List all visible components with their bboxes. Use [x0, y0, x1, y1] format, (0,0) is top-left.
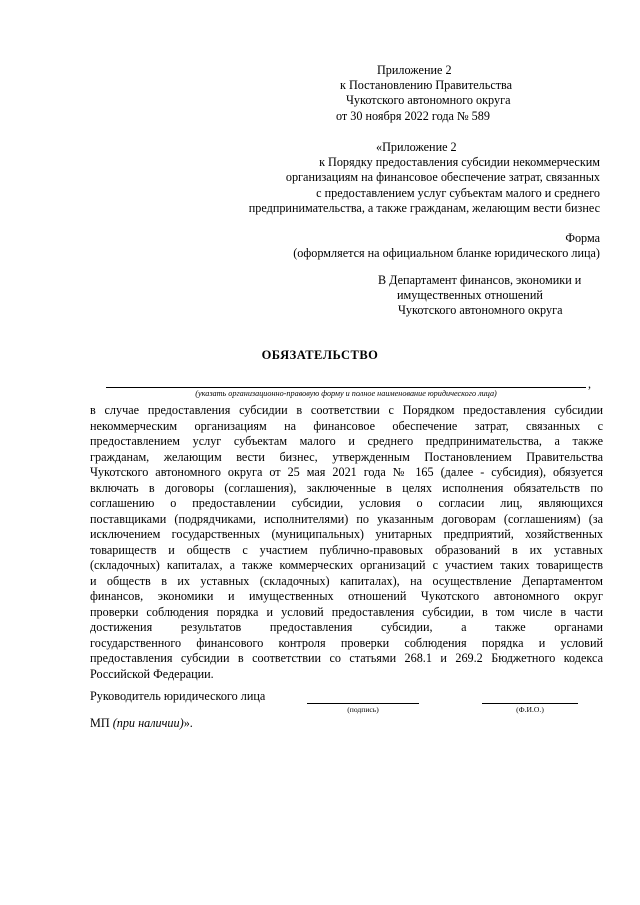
- order-appendix-number: «Приложение 2: [376, 140, 457, 154]
- body-line: достижения результатов предоставления субсидии, а также органами: [90, 620, 603, 634]
- form-note: [200, 231, 600, 261]
- stamp-optional-note: (при наличии): [112, 716, 184, 730]
- body-line: проверки соблюдения порядка и условий предоставления субсидии, в том числе в части: [90, 604, 603, 619]
- form-label: Форма: [565, 231, 600, 245]
- body-line: финансов, экономики и имущественных отношений Чукотского автономного округ: [90, 589, 603, 603]
- body-line: и обществ в их уставных (складочных) капиталах), на осуществление Департаментом: [90, 573, 603, 588]
- order-ref-line: организациям на финансовое обеспечение затрат, связанных: [285, 170, 600, 185]
- body-line: исключением государственных (муниципальных) унитарных предприятий, хозяйственных: [90, 527, 603, 541]
- body-line: гражданам, желающим вести бизнес, утвержденным Постановлением Правительства: [90, 449, 603, 464]
- stamp-note: [90, 716, 193, 731]
- appendix-decree-ref: к Постановлению Правительства: [340, 78, 513, 93]
- signature-row: [90, 689, 600, 719]
- body-line: государственного финансового контроля проверки соблюдения порядка и условий: [90, 635, 603, 650]
- organization-field-caption: (указать организационно-правовую форму и полное наименование юридического лица): [195, 389, 497, 398]
- full-name-field[interactable]: [482, 703, 578, 704]
- body-line: (складочных) капиталах, а также коммерческих организаций с участием таких товариществ: [90, 558, 603, 572]
- addressee-line: В Департамент финансов, экономики и: [378, 273, 582, 287]
- stamp-suffix: ».: [183, 716, 193, 730]
- appendix-header: [319, 63, 579, 124]
- body-line: Российской Федерации.: [90, 666, 214, 681]
- body-line: предоставлением услуг субъектам малого и среднего предпринимательства, а также: [90, 434, 603, 448]
- body-line: в случае предоставления субсидии в соответствии с Порядком предоставления субсидии: [90, 403, 603, 417]
- letterhead-note: (оформляется на официальном бланке юридического лица): [293, 246, 600, 261]
- addressee: [378, 273, 608, 319]
- order-ref-line: к Порядку предоставления субсидии некоммерческим: [319, 155, 600, 170]
- order-ref-line: предпринимательства, а также гражданам, желающим вести бизнес: [248, 200, 600, 215]
- organization-name-field[interactable]: [106, 387, 586, 388]
- body-line: Чукотского автономного округа от 25 мая 2021 года № 165 (далее - субсидия), обязуется: [90, 465, 603, 479]
- signature-caption: (подпись): [347, 705, 379, 714]
- order-ref-line: с предоставлением услуг субъектам малого и среднего: [316, 185, 600, 200]
- full-name-caption: (Ф.И.О.): [516, 705, 544, 714]
- order-reference: [180, 140, 600, 216]
- body-line: соглашению о предоставлении субсидии, условия о согласии лиц, являющихся: [90, 496, 603, 510]
- stamp-prefix: МП: [90, 716, 113, 730]
- body-line: поставщиками (подрядчиками, исполнителями) по указанным договорам (соглашениям) (за: [90, 511, 603, 526]
- signature-field[interactable]: [307, 703, 419, 704]
- appendix-number: Приложение 2: [377, 63, 452, 77]
- appendix-region: Чукотского автономного округа: [346, 93, 511, 108]
- organization-field-comma: ,: [588, 377, 592, 391]
- body-line: включать в договоры (соглашения), заключенные в целях исполнения обязательств по: [90, 480, 603, 495]
- document-title: ОБЯЗАТЕЛЬСТВО: [261, 348, 379, 362]
- body-line: предоставления субсидии в соответствии со статьями 268.1 и 269.2 Бюджетного кодекса: [90, 651, 603, 665]
- signatory-label: Руководитель юридического лица: [90, 689, 266, 703]
- obligation-text: [90, 403, 603, 682]
- appendix-date-number: от 30 ноября 2022 года № 589: [336, 108, 490, 123]
- addressee-line: Чукотского автономного округа: [398, 303, 563, 318]
- body-line: некоммерческим организациям на финансовое обеспечение затрат, связанных с: [90, 418, 603, 433]
- body-line: товариществ и обществ с участием публично-правовых образований в их уставных: [90, 542, 603, 557]
- addressee-line: имущественных отношений: [397, 288, 543, 303]
